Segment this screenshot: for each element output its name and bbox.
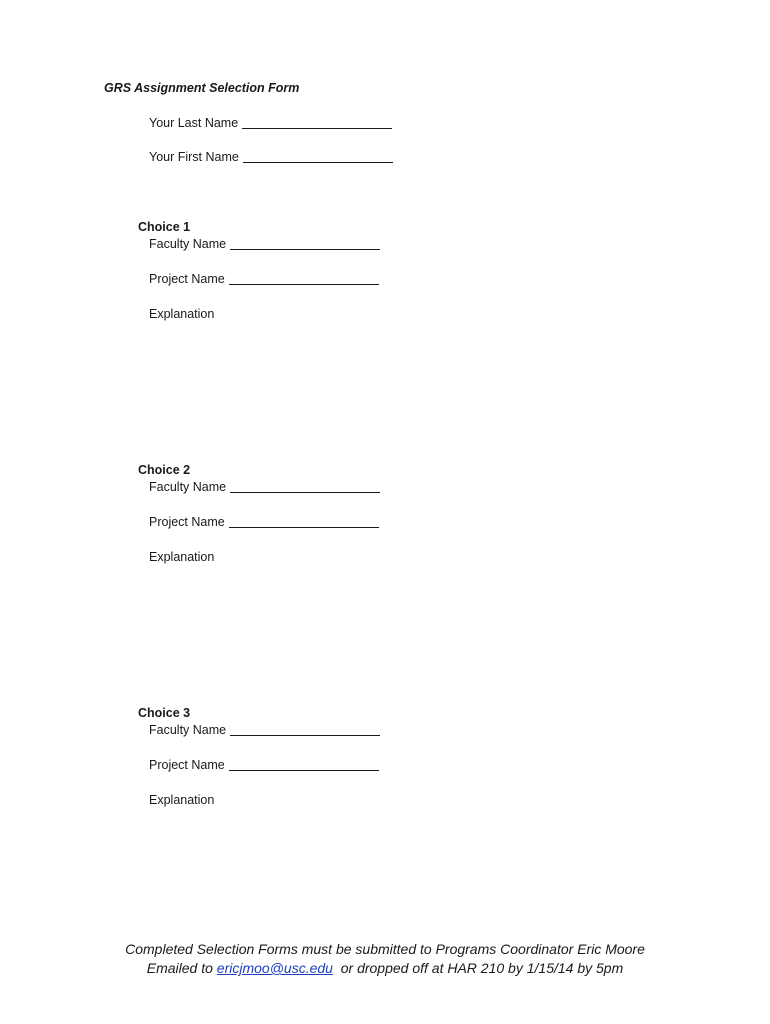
last-name-label: Your Last Name — [149, 116, 239, 130]
footer-emailed-to: Emailed to — [146, 960, 217, 976]
choice-2-faculty-label: Faculty Name — [149, 480, 227, 494]
first-name-field — [149, 149, 393, 165]
choice-1-explanation-label: Explanation — [149, 307, 215, 321]
choice-1-project-field — [149, 271, 379, 287]
choice-2-faculty-input-line[interactable] — [230, 480, 380, 493]
choice-3-faculty-label: Faculty Name — [149, 723, 227, 737]
choice-3-heading: Choice 3 — [138, 706, 191, 720]
email-link[interactable]: ericjmoo@usc.edu — [216, 960, 333, 976]
choice-1-heading: Choice 1 — [138, 220, 191, 234]
choice-3-faculty-input-line[interactable] — [230, 723, 380, 736]
form-title: GRS Assignment Selection Form — [104, 81, 300, 95]
choice-3-explanation-label: Explanation — [149, 793, 215, 807]
choice-2-project-input-line[interactable] — [229, 515, 379, 528]
choice-3-project-field — [149, 757, 379, 773]
choice-2-project-label: Project Name — [149, 515, 225, 529]
choice-1-explanation-area[interactable] — [149, 326, 629, 446]
choice-3-explanation-area[interactable] — [149, 812, 629, 922]
choice-1-project-input-line[interactable] — [229, 272, 379, 285]
last-name-input-line[interactable] — [242, 116, 392, 129]
choice-1-faculty-input-line[interactable] — [230, 237, 380, 250]
choice-3-faculty-field — [149, 722, 380, 738]
footer-line-1: Completed Selection Forms must be submitted to Programs Coordinator Eric Moore — [125, 941, 645, 957]
choice-2-explanation-area[interactable] — [149, 569, 629, 689]
first-name-input-line[interactable] — [243, 150, 393, 163]
choice-2-project-field — [149, 514, 379, 530]
footer-line-2 — [0, 959, 770, 978]
choice-2-explanation-label: Explanation — [149, 550, 215, 564]
choice-3-project-label: Project Name — [149, 758, 225, 772]
choice-1-project-label: Project Name — [149, 272, 225, 286]
choice-2-heading: Choice 2 — [138, 463, 191, 477]
choice-1-faculty-label: Faculty Name — [149, 237, 227, 251]
choice-3-project-input-line[interactable] — [229, 758, 379, 771]
choice-1-faculty-field — [149, 236, 380, 252]
footer-dropoff-text: or dropped off at HAR 210 by 1/15/14 by 5pm — [332, 960, 624, 976]
last-name-field — [149, 115, 392, 131]
first-name-label: Your First Name — [149, 150, 239, 164]
choice-2-faculty-field — [149, 479, 380, 495]
